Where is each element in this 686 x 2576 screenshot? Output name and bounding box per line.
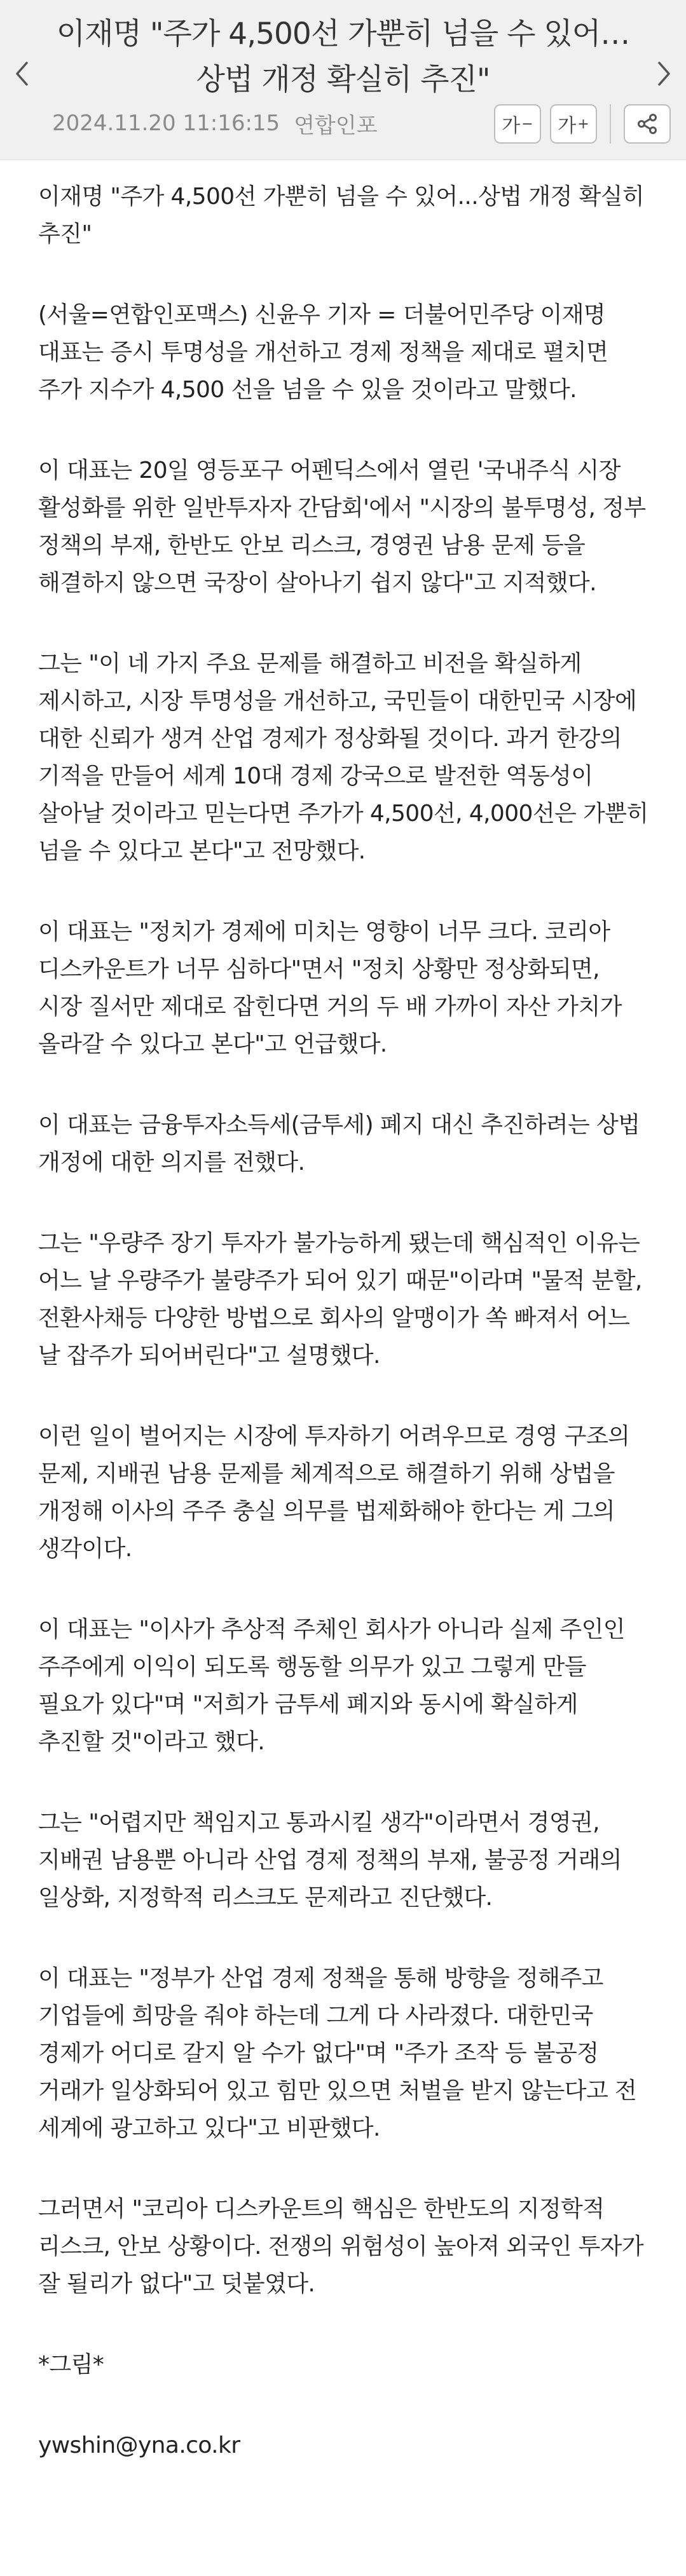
font-up-label: 가 (558, 115, 577, 137)
article-title: 이재명 "주가 4,500선 가뿐히 넘을 수 있어…상법 개정 확실히 추진" (56, 17, 630, 97)
share-button[interactable] (624, 104, 671, 144)
article-paragraph: 이 대표는 금융투자소득세(금투세) 폐지 대신 추진하려는 상법 개정에 대한 의지를 전했다. (38, 1112, 640, 1176)
chevron-right-icon (657, 61, 671, 86)
article-paragraph: 이 대표는 20일 영등포구 어펜딕스에서 열린 '국내주식 시장 활성화를 위한 일반투자자 간담회'에서 "시장의 불투명성, 정부 정책의 부재, 한반도 안보 리스크, 경영권 남용 문제 등을 해결하지 않으면 국장이 살아나기 쉽지 않다"고 지적했다. (38, 458, 646, 596)
article-body (0, 160, 686, 2464)
article-paragraph: 이 대표는 "정치가 경제에 미치는 영향이 너무 크다. 코리아 디스카운트가 너무 심하다"면서 "정치 상황만 정상화되면, 시장 질서만 제대로 잡힌다면 거의 두 배 가까이 자산 가치가 올라갈 수 있다고 본다"고 언급했다. (38, 919, 622, 1057)
article-tools (494, 104, 671, 144)
font-up-sup: + (577, 116, 589, 132)
article-source: 연합인포 (294, 112, 378, 139)
font-down-sup: − (521, 116, 533, 132)
image-placeholder-text: *그림* (38, 2352, 104, 2378)
article-paragraph: 그는 "어렵지만 책임지고 통과시킬 생각"이라면서 경영권, 지배권 남용뿐 아니라 산업 경제 정책의 부재, 불공정 거래의 일상화, 지정학적 리스크도 문제라고 진단했다. (38, 1810, 622, 1911)
prev-article-button[interactable] (9, 55, 34, 93)
next-article-button[interactable] (652, 55, 677, 93)
chevron-left-icon (15, 61, 29, 86)
font-size-increase-button[interactable] (550, 104, 597, 144)
share-icon (636, 113, 658, 135)
article-meta (52, 105, 378, 141)
reporter-email: ywshin@yna.co.kr (38, 2432, 240, 2458)
article-paragraph: 그러면서 "코리아 디스카운트의 핵심은 한반도의 지정학적 리스크, 안보 상황이다. 전쟁의 위험성이 높아져 외국인 투자가 잘 될리가 없다"고 덧붙였다. (38, 2196, 643, 2297)
article-date: 2024.11.20 11:16:15 (52, 111, 280, 136)
tools-divider (610, 104, 611, 144)
font-size-decrease-button[interactable] (494, 104, 541, 144)
article-paragraph: 그는 "이 네 가지 주요 문제를 해결하고 비전을 확실하게 제시하고, 시장 투명성을 개선하고, 국민들이 대한민국 시장에 대한 신뢰가 생겨 산업 경제가 정상화될 것이다. 과거 한강의 기적을 만들어 세계 10대 경제 강국으로 발전한 역동성이 살아날 것이라고 믿는다면 주가가 4,500선, 4,000선은 가뿐히 넘을 수 있다고 본다"고 전망했다. (38, 651, 648, 864)
article-paragraph: 그는 "우량주 장기 투자가 불가능하게 됐는데 핵심적인 이유는 어느 날 우량주가 불량주가 되어 있기 때문"이라며 "물적 분할, 전환사채등 다양한 방법으로 회사의 알맹이가 쏙 빠져서 어느 날 잡주가 되어버린다"고 설명했다. (38, 1230, 642, 1369)
article-paragraph: (서울=연합인포맥스) 신윤우 기자 = 더불어민주당 이재명 대표는 증시 투명성을 개선하고 경제 정책을 제대로 펼치면 주가 지수가 4,500 선을 넘을 수 있을 것이라고 말했다. (38, 302, 608, 403)
article-paragraph: 이 대표는 "이사가 추상적 주체인 회사가 아니라 실제 주인인 주주에게 이익이 되도록 행동할 의무가 있고 그렇게 만들 필요가 있다"며 "저희가 금투세 폐지와 동시에 확실하게 추진할 것"이라고 했다. (38, 1617, 625, 1755)
article-paragraph: 이재명 "주가 4,500선 가뿐히 넘을 수 있어...상법 개정 확실히 추진" (38, 184, 644, 247)
article-paragraph: 이 대표는 "정부가 산업 경제 정책을 통해 방향을 정해주고 기업들에 희망을 줘야 하는데 그게 다 사라졌다. 대한민국 경제가 어디로 갈지 알 수가 없다"며 "주가 조작 등 불공정 거래가 일상화되어 있고 힘만 있으면 처벌을 받지 않는다고 전 세계에 광고하고 있다"고 비판했다. (38, 1965, 637, 2141)
article-header (0, 0, 686, 160)
article-paragraph: 이런 일이 벌어지는 시장에 투자하기 어려우므로 경영 구조의 문제, 지배권 남용 문제를 체계적으로 해결하기 위해 상법을 개정해 이사의 주주 충실 의무를 법제화해야 한다는 게 그의 생각이다. (38, 1423, 630, 1562)
font-down-label: 가 (502, 115, 521, 137)
